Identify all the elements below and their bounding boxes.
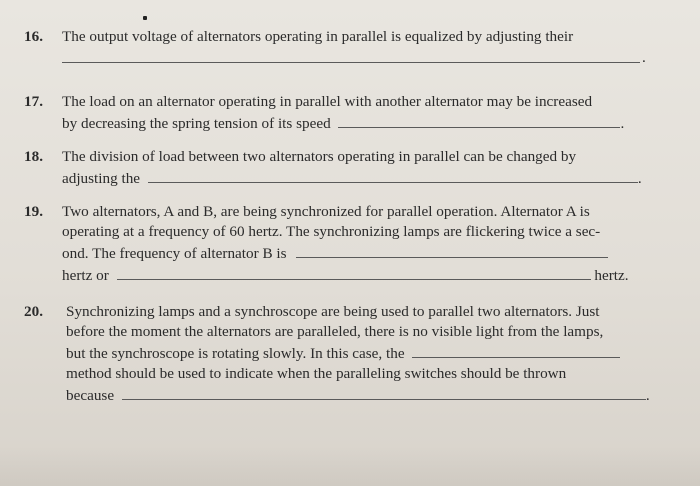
question-number: 16. — [24, 28, 43, 45]
end-period: . — [645, 387, 650, 404]
question-text-line: hertz or — [62, 267, 109, 284]
question-text-line: operating at a frequency of 60 hertz. The synchronizing lamps are flickering twice a sec- — [62, 223, 601, 240]
answer-blank-reason[interactable] — [122, 384, 646, 400]
question-number: 18. — [24, 148, 43, 165]
question-text-line: method should be used to indicate when the paralleling switches should be thrown — [66, 365, 567, 382]
question-number: 19. — [24, 203, 43, 220]
question-text-line: by decreasing the spring tension of its speed — [62, 115, 331, 132]
question-text-line: Synchronizing lamps and a synchroscope are being used to parallel two alternators. Just — [66, 303, 600, 320]
question-19 — [24, 202, 682, 286]
question-number: 20. — [24, 303, 43, 320]
question-text-line: The division of load between two alternators operating in parallel can be changed by — [62, 148, 577, 165]
question-number: 17. — [24, 93, 43, 110]
answer-blank[interactable] — [148, 167, 638, 183]
answer-blank[interactable] — [62, 47, 640, 63]
answer-blank-frequency[interactable] — [296, 242, 608, 258]
answer-blank-method[interactable] — [412, 342, 620, 358]
question-text: The output voltage of alternators operating in parallel is equalized by adjusting their — [62, 28, 574, 45]
question-text-line: because — [66, 387, 115, 404]
question-17 — [24, 92, 682, 134]
page-shadow — [0, 446, 700, 486]
question-text-line: The load on an alternator operating in parallel with another alternator may be increased — [62, 93, 593, 110]
ink-mark — [143, 16, 147, 20]
question-18 — [24, 147, 682, 189]
end-period: . — [620, 115, 625, 132]
question-text-line: Two alternators, A and B, are being synchronized for parallel operation. Alternator A is — [62, 203, 590, 220]
question-text-line: hertz. — [594, 267, 629, 284]
end-period: . — [637, 170, 642, 187]
question-text-line: but the synchroscope is rotating slowly. In this case, the — [66, 345, 405, 362]
question-16 — [24, 27, 682, 69]
answer-blank[interactable] — [338, 112, 620, 128]
question-text-line: adjusting the — [62, 170, 141, 187]
question-text-line: before the moment the alternators are paralleled, there is no visible light from the lamps, — [66, 323, 604, 340]
end-period: . — [642, 49, 646, 66]
answer-blank-frequency-alt[interactable] — [117, 264, 591, 280]
question-20 — [24, 302, 682, 406]
question-text-line: ond. The frequency of alternator B is — [62, 245, 287, 262]
